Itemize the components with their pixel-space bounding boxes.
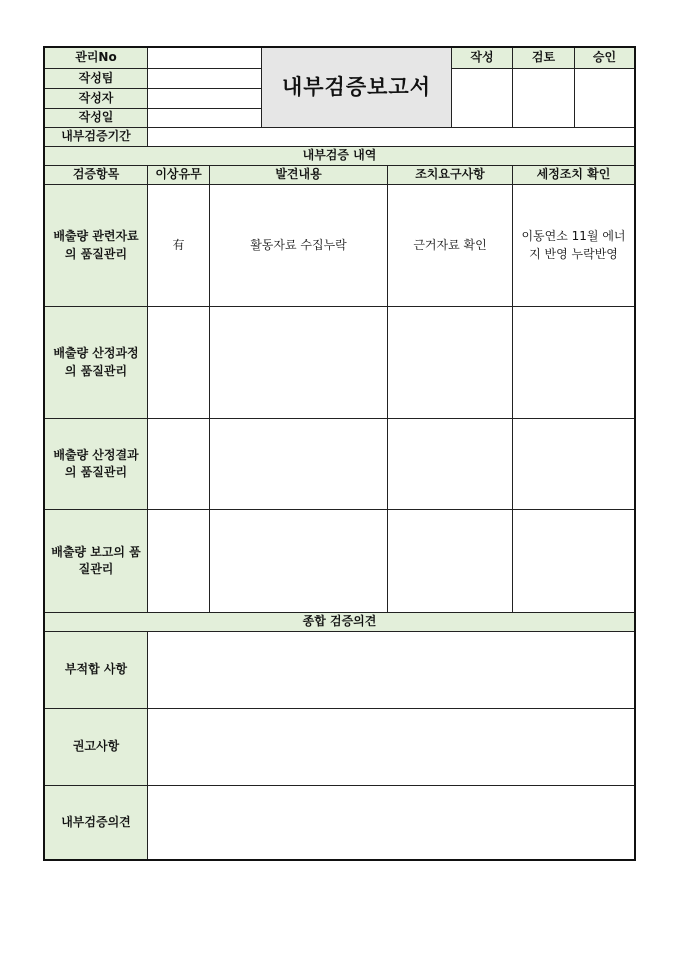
recommendation-label: 권고사항: [45, 709, 148, 786]
col-confirm: 세정조치 확인: [513, 166, 634, 185]
date-field[interactable]: [148, 109, 262, 128]
row-anomaly[interactable]: [148, 510, 210, 613]
approval-approve-label: 승인: [575, 48, 634, 69]
internal-opinion-field[interactable]: [148, 786, 634, 859]
row-action[interactable]: [388, 307, 513, 419]
row-finding[interactable]: 활동자료 수집누락: [210, 185, 388, 307]
row-confirm[interactable]: 이동연소 11월 에너지 반영 누락반영: [513, 185, 634, 307]
section-overall-opinion: 종합 검증의견: [45, 613, 634, 632]
row-confirm[interactable]: [513, 510, 634, 613]
row-action[interactable]: 근거자료 확인: [388, 185, 513, 307]
col-item: 검증항목: [45, 166, 148, 185]
team-field[interactable]: [148, 69, 262, 89]
row-confirm[interactable]: [513, 307, 634, 419]
nonconformity-field[interactable]: [148, 632, 634, 709]
approval-approve-sign[interactable]: [575, 69, 634, 128]
row-action[interactable]: [388, 419, 513, 510]
approval-review-sign[interactable]: [513, 69, 575, 128]
row-confirm[interactable]: [513, 419, 634, 510]
team-label: 작성팀: [45, 69, 148, 89]
approval-review-label: 검토: [513, 48, 575, 69]
row-finding[interactable]: [210, 307, 388, 419]
row-anomaly[interactable]: [148, 307, 210, 419]
period-field[interactable]: [148, 128, 634, 147]
mgmt-no-field[interactable]: [148, 48, 262, 69]
row-anomaly[interactable]: 有: [148, 185, 210, 307]
internal-opinion-label: 내부검증의견: [45, 786, 148, 859]
row-anomaly[interactable]: [148, 419, 210, 510]
approval-write-sign[interactable]: [452, 69, 513, 128]
period-label: 내부검증기간: [45, 128, 148, 147]
row-item: 배출량 산정결과의 품질관리: [45, 419, 148, 510]
row-item: 배출량 산정과정의 품질관리: [45, 307, 148, 419]
mgmt-no-label: 관리No: [45, 48, 148, 69]
row-finding[interactable]: [210, 510, 388, 613]
col-anomaly: 이상유무: [148, 166, 210, 185]
verification-report-form: [43, 46, 636, 861]
author-label: 작성자: [45, 89, 148, 109]
row-item: 배출량 보고의 품질관리: [45, 510, 148, 613]
date-label: 작성일: [45, 109, 148, 128]
col-finding: 발견내용: [210, 166, 388, 185]
row-action[interactable]: [388, 510, 513, 613]
nonconformity-label: 부적합 사항: [45, 632, 148, 709]
col-action: 조치요구사항: [388, 166, 513, 185]
row-finding[interactable]: [210, 419, 388, 510]
recommendation-field[interactable]: [148, 709, 634, 786]
row-item: 배출량 관련자료의 품질관리: [45, 185, 148, 307]
author-field[interactable]: [148, 89, 262, 109]
approval-write-label: 작성: [452, 48, 513, 69]
section-verification-details: 내부검증 내역: [45, 147, 634, 166]
report-title: 내부검증보고서: [262, 48, 452, 128]
